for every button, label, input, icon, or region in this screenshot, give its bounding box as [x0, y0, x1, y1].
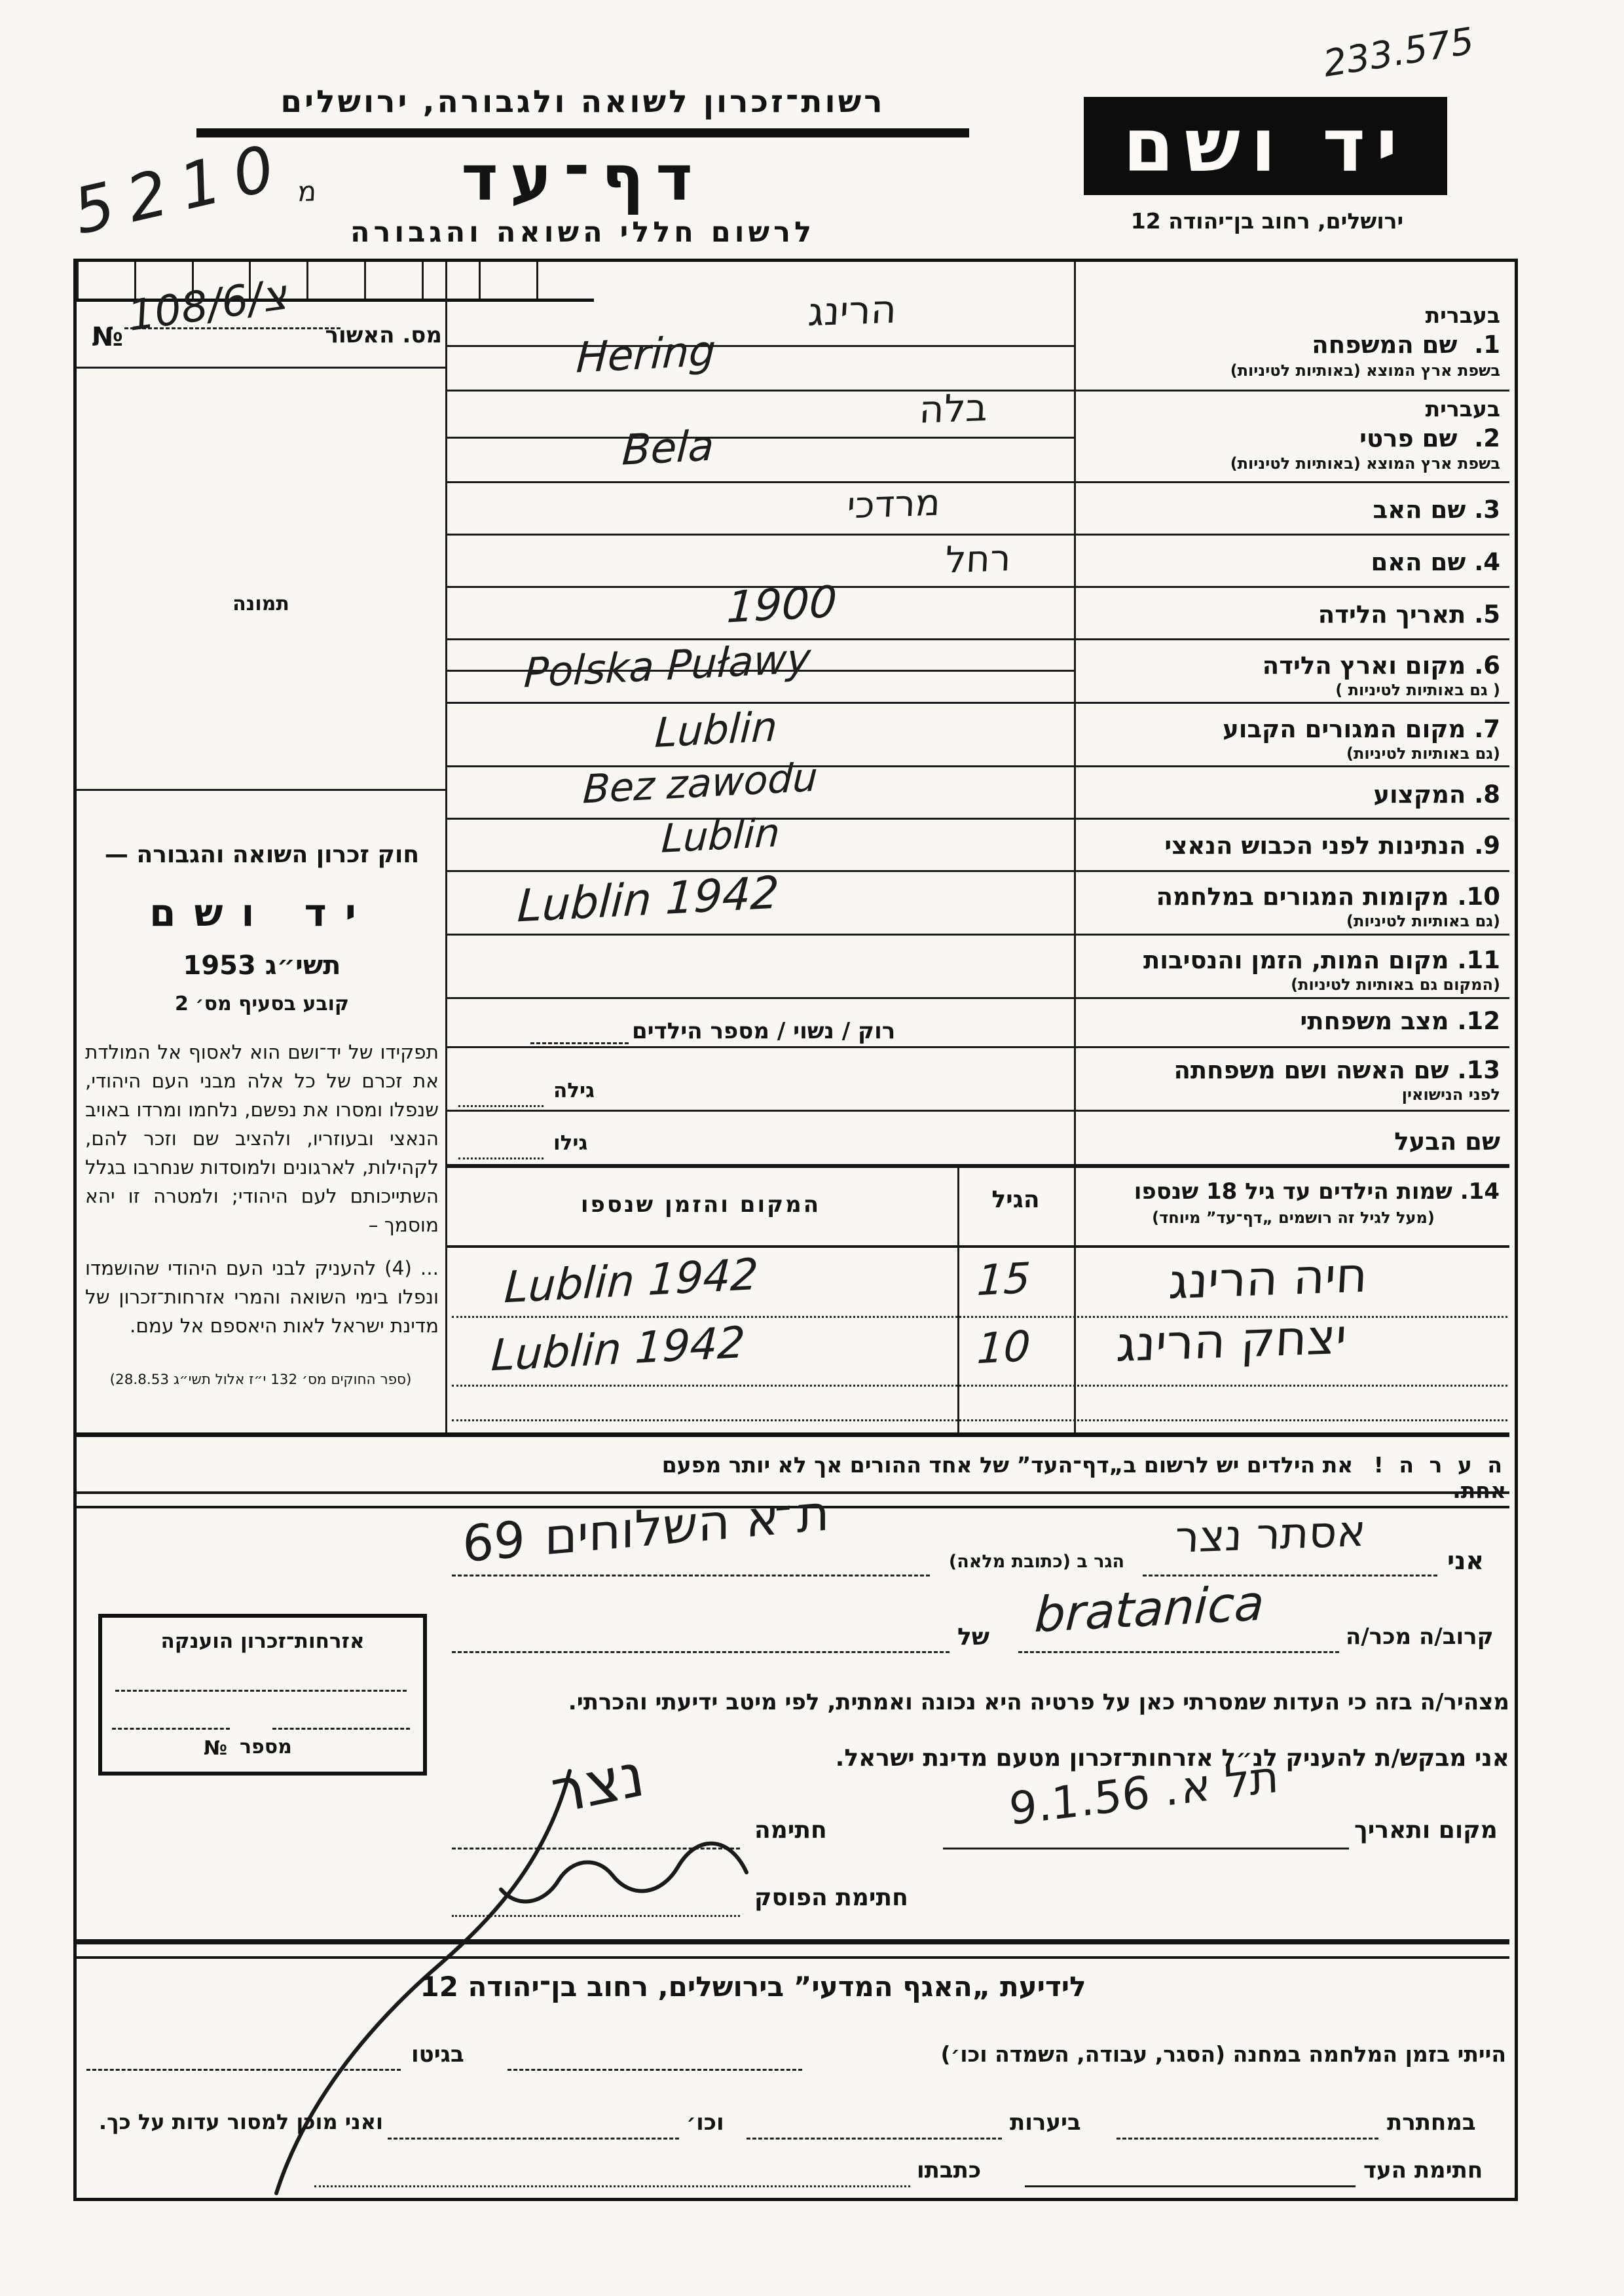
children-table-top — [447, 1164, 1509, 1168]
place-date-label: מקום ותאריך — [1354, 1817, 1498, 1844]
tick-cell — [306, 262, 364, 299]
field-1-lang: בעברית — [1425, 302, 1500, 328]
law-reference: (ספר החוקים מס׳ 132 י״ז אלול תשי״ג 28.8.53) — [109, 1372, 412, 1388]
witness-signature-label: חתימת העד — [1363, 2157, 1483, 2183]
citizenship-box-no-sign: № — [204, 1737, 228, 1760]
field-2-lang: בעברית — [1425, 396, 1500, 422]
ready-to-testify-label: ואני מוכן למסור עדות על כך. — [98, 2109, 383, 2134]
header-rule — [196, 128, 969, 137]
handwritten-file-number: 233.575 — [1320, 20, 1477, 86]
hw-child-2-name: יצחק הרינג — [1109, 1309, 1348, 1373]
field-1-label: 1. שם המשפחה — [1312, 331, 1500, 359]
field-10-label: 10. מקומות המגורים במלחמה — [1156, 883, 1500, 911]
field-1-number: 1. — [1474, 331, 1500, 359]
field-6-label: 6. מקום וארץ הלידה — [1262, 651, 1500, 680]
hw-father-name: מרדכי — [841, 481, 941, 528]
approval-number-label: מס. האשור — [325, 322, 442, 348]
ghetto-label: בגיטו — [411, 2041, 464, 2068]
field-11-subnote: (המקום גם באותיות לטיניות) — [1291, 975, 1500, 994]
field-7-label: 7. מקום המגורים הקבוע — [1223, 715, 1500, 743]
form-title: דף־עד — [461, 141, 705, 215]
approval-row-rule — [77, 367, 445, 369]
logo-address: ירושלים, רחוב בן־יהודה 12 — [1130, 208, 1404, 234]
field-13-label: 13. שם האשה ושם משפחתה — [1173, 1056, 1500, 1084]
yad-vashem-logo — [1084, 97, 1447, 195]
hw-citizenship: Lublin — [660, 810, 781, 862]
law-paragraph-1: תפקידו של יד־ושם הוא לאסוף אל המולדת את זכרם של כל אלה מבני העם היהודי, שנפלו ומסרו את נפשם, נלחמו ומרדו באויב הנאצי ובעוזריו, ולהציב שם וזכר להם, לקהילות, לארגונים ולמוסדות שנחרבו בגלל השתייכותם לעם היהודי; ולמטרה זו יהא מוסמך – — [85, 1041, 439, 1236]
citizenship-box-title: אזרחות־זכרון הוענקה — [160, 1630, 365, 1653]
hw-family-name-hebrew: הרינג — [802, 286, 898, 336]
hw-birth-place: Polska Puławy — [523, 634, 812, 697]
hw-family-name-latin: Hering — [575, 327, 717, 383]
hw-child-1-place: Lublin 1942 — [503, 1248, 760, 1313]
yad-vashem-logo-text: יד ושם — [1122, 103, 1409, 189]
tick-cell — [422, 262, 479, 299]
field-4-label: 4. שם האם — [1371, 548, 1500, 576]
field-13-subnote: לפני הנישואין — [1401, 1085, 1500, 1104]
clerk-signature-label: חתימת הפוסק — [754, 1884, 908, 1911]
tick-cell — [536, 262, 594, 299]
law-logo-text: יד ושם — [149, 890, 375, 935]
underground-label: במחתרת — [1387, 2109, 1476, 2136]
her-age-label: גילה — [553, 1079, 595, 1102]
resides-at-label: הגר ב (כתובת מלאה) — [948, 1552, 1125, 1572]
citizenship-box-number-label: מספר — [240, 1736, 292, 1758]
children-age-header: הגיל — [991, 1186, 1040, 1213]
field-10-subnote: (גם באותיות לטיניות) — [1346, 912, 1500, 930]
approval-number-value: 108/6/צ — [125, 270, 290, 341]
field-8-label: 8. המקצוע — [1373, 780, 1500, 809]
field-6-subnote: ( גם באותיות לטיניות ) — [1335, 681, 1500, 699]
citizenship-request: אני מבקש/ת להעניק לנ״ל אזרחות־זכרון מטעם מדינת ישראל. — [835, 1745, 1509, 1772]
photo-area-rule — [77, 789, 445, 791]
bottom-section-title: לידיעת „האגף המדעי” בירושלים, רחוב בן־יהודה 12 — [420, 1971, 1086, 2003]
law-paragraph-2: ... (4) להעניק לבני העם היהודי שהושמדו ונפלו בימי השואה והמרי אזרחות־זכרון של מדינת ישראל לאות היאספם אל עמם. — [85, 1257, 439, 1337]
declaration-statement: מצהיר/ה בזה כי העדות שמסרתי כאן על פרטיה היא נכונה ואמתית, לפי מיטב ידיעתי והכרתי. — [568, 1689, 1509, 1715]
field-12-label: 12. מצב משפחתי — [1300, 1007, 1500, 1035]
handwritten-small-mark: מ — [293, 175, 317, 208]
his-age-label: גילו — [553, 1131, 588, 1155]
law-clause: קובע בסעיף מס׳ 2 — [174, 993, 350, 1015]
hw-mother-name: רחל — [940, 537, 1012, 582]
hw-residence: Lublin — [654, 702, 779, 757]
bottom-double-rule-a — [77, 1939, 1509, 1944]
field-11-label: 11. מקום המות, הזמן והנסיבות — [1143, 946, 1500, 974]
field-2-subnote: בשפת ארץ המוצא (באותיות לטיניות) — [1230, 454, 1500, 473]
hw-place-date: תל א. 9.1.56 — [1003, 1751, 1282, 1836]
note-label: ה ע ר ה ! — [1373, 1452, 1506, 1478]
approval-no-sign: № — [92, 322, 124, 352]
law-year: תשי״ג 1953 — [183, 951, 341, 981]
husband-label: שם הבעל — [1394, 1127, 1500, 1156]
hw-first-name-hebrew: בלה — [913, 385, 989, 432]
note-text: את הילדים יש לרשום ב„דף־העד” של אחד ההורים אך לא יותר מפעם אחת. — [661, 1452, 1506, 1503]
marital-status-options: רוק / נשוי / מספר הילדים — [632, 1018, 896, 1044]
photo-placeholder-label: תמונה — [232, 592, 289, 615]
etc-label: וכו׳ — [686, 2109, 724, 2136]
form-subtitle: לרשום חללי השואה והגבורה — [350, 216, 816, 249]
field-5-label: 5. תאריך הלידה — [1318, 600, 1500, 629]
camp-line-label: הייתי בזמן המלחמה במחנה (הסגר, עבודה, השמדה וכו׳) — [940, 2041, 1506, 2067]
hw-child-2-age: 10 — [976, 1322, 1032, 1374]
hw-child-1-age: 15 — [976, 1254, 1032, 1306]
hw-child-2-place: Lublin 1942 — [490, 1317, 747, 1381]
hw-first-name-latin: Bela — [621, 422, 716, 475]
hw-birth-year: 1900 — [726, 576, 838, 633]
field-2-label: 2. שם פרטי — [1359, 424, 1500, 452]
children-place-header: המקום והזמן שנספו — [580, 1192, 821, 1218]
of-label: של — [957, 1624, 990, 1650]
children-names-header-sub: (מעל לגיל זה רושמים „דף־עד” מיוחד) — [1152, 1209, 1435, 1227]
hw-declarant-signature: נצר — [536, 1741, 652, 1828]
relative-label: קרוב/ה מכר/ה — [1346, 1624, 1494, 1650]
hw-child-1-name: חיה הרינג — [1162, 1247, 1369, 1311]
hw-declarant-name: אסתר נצר — [1168, 1506, 1367, 1563]
signature-label: חתימה — [754, 1817, 827, 1844]
children-names-header: 14. שמות הילדים עד גיל 18 שנספו — [1134, 1178, 1500, 1205]
field-3-label: 3. שם האב — [1373, 496, 1500, 524]
hw-declarant-address: ת־א השלוחים 69 — [456, 1484, 832, 1573]
declarant-i-label: אני — [1447, 1546, 1485, 1575]
hw-relation: bratanica — [1033, 1575, 1266, 1644]
label-column-divider — [1074, 262, 1076, 1434]
authority-name: רשות־זכרון לשואה ולגבורה, ירושלים — [280, 84, 885, 120]
witness-address-label: כתבתו — [917, 2157, 982, 2183]
field-7-subnote: (גם באותיות לטיניות) — [1346, 744, 1500, 763]
hw-war-residence-death: Lublin 1942 — [516, 867, 781, 933]
forests-label: ביערות — [1010, 2109, 1081, 2136]
tick-cell — [479, 262, 536, 299]
bottom-double-rule-b — [77, 1956, 1509, 1959]
law-title: חוק זכרון השואה והגבורה — — [104, 841, 420, 868]
field-9-label: 9. הנתינות לפני הכבוש הנאצי — [1164, 831, 1500, 860]
handwritten-registration-number: 5210 — [66, 128, 295, 249]
tick-cell — [364, 262, 422, 299]
hw-profession: Bez zawodu — [581, 754, 819, 813]
children-table-bottom — [77, 1432, 1509, 1437]
field-1-subnote: בשפת ארץ המוצא (באותיות לטיניות) — [1230, 361, 1500, 380]
